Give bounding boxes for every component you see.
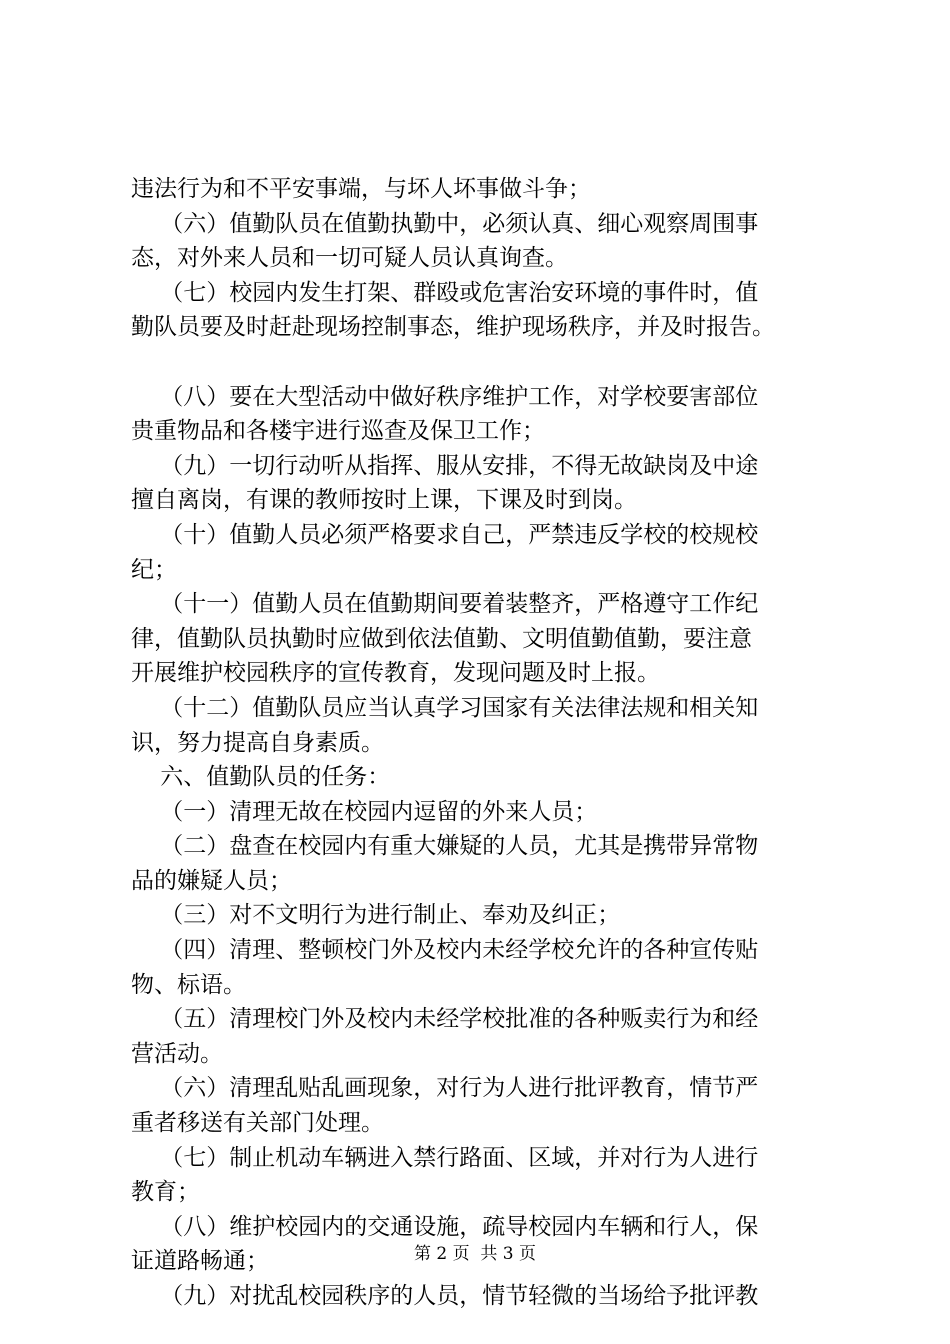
text-line: （一）清理无故在校园内逗留的外来人员；	[131, 798, 598, 825]
text-line: 品的嫌疑人员；	[131, 867, 292, 894]
text-line: （八）维护校园内的交通设施，疏导校园内车辆和行人，保	[131, 1213, 759, 1240]
text-line: 物、标语。	[131, 971, 246, 998]
text-line: （七）校园内发生打架、群殴或危害治安环境的事件时，值	[131, 279, 759, 306]
text-line: （九）对扰乱校园秩序的人员，情节轻微的当场给予批评教	[131, 1283, 759, 1309]
text-line: 六、值勤队员的任务：	[131, 764, 391, 791]
page-footer: 第 2 页 共 3 页	[413, 1244, 537, 1264]
text-line: （十）值勤人员必须严格要求自己，严禁违反学校的校规校	[131, 521, 759, 548]
text-line: 纪；	[131, 556, 177, 583]
text-line: 贵重物品和各楼宇进行巡查及保卫工作；	[131, 418, 545, 445]
document-body	[131, 172, 831, 1314]
text-line: （十二）值勤队员应当认真学习国家有关法律法规和相关知	[131, 694, 759, 721]
text-line: 擅自离岗，有课的教师按时上课，下课及时到岗。	[131, 487, 637, 514]
text-line: （七）制止机动车辆进入禁行路面、区域，并对行为人进行	[131, 1144, 759, 1171]
text-line: 营活动。	[131, 1040, 223, 1067]
text-line: 教育；	[131, 1179, 200, 1206]
text-line: 勤队员要及时赶赴现场控制事态，维护现场秩序，并及时报告。	[131, 314, 775, 341]
text-line: 识，努力提高自身素质。	[131, 729, 384, 756]
text-line: （六）清理乱贴乱画现象，对行为人进行批评教育，情节严	[131, 1075, 759, 1102]
text-line: 违法行为和不平安事端，与坏人坏事做斗争；	[131, 176, 591, 202]
text-line: 律，值勤队员执勤时应做到依法值勤、文明值勤值勤，要注意	[131, 625, 752, 652]
text-line: （八）要在大型活动中做好秩序维护工作，对学校要害部位	[131, 383, 759, 410]
text-line: （四）清理、整顿校门外及校内未经学校允许的各种宣传贴	[131, 937, 759, 964]
text-line: 开展维护校园秩序的宣传教育，发现问题及时上报。	[131, 660, 660, 687]
text-line: （六）值勤队员在值勤执勤中，必须认真、细心观察周围事	[131, 210, 759, 237]
text-line: 重者移送有关部门处理。	[131, 1110, 384, 1137]
text-line: （二）盘查在校园内有重大嫌疑的人员，尤其是携带异常物	[131, 833, 759, 860]
text-line: （三）对不文明行为进行制止、奉劝及纠正；	[131, 902, 621, 929]
text-line: （九）一切行动听从指挥、服从安排，不得无故缺岗及中途	[131, 452, 759, 479]
paragraph-spacer	[131, 345, 831, 380]
text-line: （五）清理校门外及校内未经学校批准的各种贩卖行为和经	[131, 1006, 759, 1033]
text-line: （十一）值勤人员在值勤期间要着装整齐，严格遵守工作纪	[131, 591, 759, 618]
text-line: 证道路畅通；	[131, 1248, 269, 1275]
text-line: 态，对外来人员和一切可疑人员认真询查。	[131, 245, 568, 272]
